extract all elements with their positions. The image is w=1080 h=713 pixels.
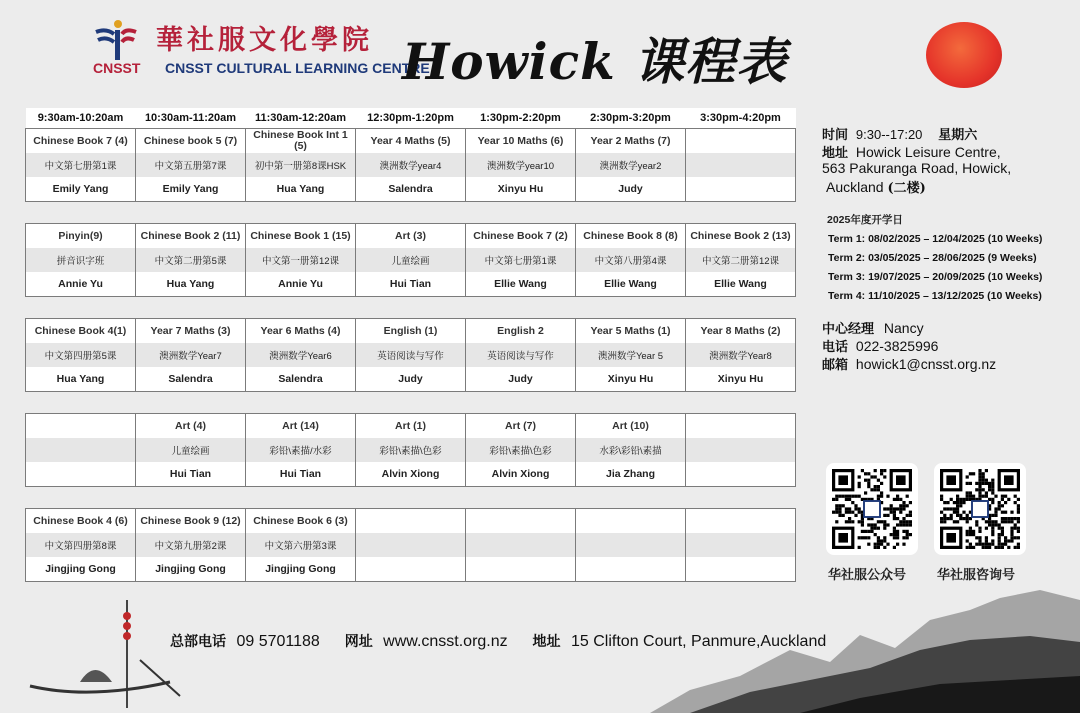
class-name-cell: Year 6 Maths (4) <box>246 319 356 344</box>
class-name-cell: Chinese Book 1 (15) <box>246 224 356 249</box>
class-level-cell: 澳洲数学Year6 <box>246 343 356 367</box>
page-title: Howick 课程表 <box>402 32 788 91</box>
hq-phone-label: 总部电话 <box>170 634 226 650</box>
class-level-cell: 初中第一册第8课HSK <box>246 153 356 177</box>
time-slot-header: 2:30pm-3:20pm <box>576 108 686 129</box>
teacher-name-cell: Judy <box>356 367 466 392</box>
time-slot-header: 10:30am-11:20am <box>136 108 246 129</box>
qr-code-consultation[interactable] <box>934 463 1026 555</box>
block-spacer-cell <box>26 202 796 224</box>
teacher-name-cell: Judy <box>466 367 576 392</box>
time-value: 9:30--17:20 <box>855 127 923 142</box>
class-level-cell: 澳洲数学Year7 <box>136 343 246 367</box>
red-sun-decoration <box>926 22 1002 88</box>
teacher-name-cell <box>356 557 466 582</box>
schedule-body <box>26 129 796 582</box>
class-level-cell: 中文第二册第12课 <box>686 248 796 272</box>
class-level-cell: 澳洲数学year4 <box>356 153 466 177</box>
teacher-name-cell <box>466 557 576 582</box>
block-spacer <box>26 202 796 224</box>
schedule-row-teacher-name <box>26 177 796 202</box>
class-level-cell: 澳洲数学year2 <box>576 153 686 177</box>
class-level-cell: 中文第五册第7课 <box>136 153 246 177</box>
class-name-cell: Year 10 Maths (6) <box>466 129 576 154</box>
class-name-cell: Chinese Book 2 (11) <box>136 224 246 249</box>
teacher-name-cell: Salendra <box>356 177 466 202</box>
teacher-name-cell: Salendra <box>246 367 356 392</box>
teacher-name-cell: Emily Yang <box>136 177 246 202</box>
class-level-cell: 中文第七册第1课 <box>466 248 576 272</box>
class-level-cell: 彩铅\素描/水彩 <box>246 438 356 462</box>
address-line-2: 563 Pakuranga Road, Howick, <box>822 160 1012 176</box>
class-level-cell: 彩铅\素描\色彩 <box>466 438 576 462</box>
address-value-3: Auckland <box>826 179 884 195</box>
block-spacer <box>26 487 796 509</box>
teacher-name-cell: Hui Tian <box>356 272 466 297</box>
schedule-row-class-name <box>26 319 796 344</box>
class-level-cell: 中文第六册第3课 <box>246 533 356 557</box>
qr-caption-public-account: 华社服公众号 <box>828 568 907 583</box>
logo-icon <box>92 18 140 66</box>
class-name-cell: Chinese Book 4(1) <box>26 319 136 344</box>
class-name-cell: Chinese Book 6 (3) <box>246 509 356 534</box>
time-label: 时间 <box>822 128 849 143</box>
teacher-name-cell: Hua Yang <box>26 367 136 392</box>
teacher-name-cell <box>686 462 796 487</box>
teacher-name-cell: Salendra <box>136 367 246 392</box>
teacher-name-cell: Annie Yu <box>246 272 356 297</box>
teacher-name-cell: Ellie Wang <box>576 272 686 297</box>
class-level-cell <box>356 533 466 557</box>
teacher-name-cell: Xinyu Hu <box>686 367 796 392</box>
terms-heading: 2025年度开学日 <box>827 214 903 226</box>
class-name-cell: Chinese Book 2 (13) <box>686 224 796 249</box>
address-line-1 <box>822 142 1001 161</box>
footer-address-label: 地址 <box>532 634 561 650</box>
class-name-cell <box>466 509 576 534</box>
schedule-row-class-name <box>26 509 796 534</box>
class-name-cell: Art (4) <box>136 414 246 439</box>
teacher-name-cell: Jingjing Gong <box>26 557 136 582</box>
qr-code-icon <box>832 469 912 549</box>
class-name-cell <box>26 414 136 439</box>
class-name-cell <box>576 509 686 534</box>
website-label: 网址 <box>344 634 373 650</box>
qr-caption-consultation: 华社服咨询号 <box>937 568 1016 583</box>
manager <box>822 318 924 337</box>
class-level-cell: 中文第四册第5课 <box>26 343 136 367</box>
logo-english-name: CNSST CULTURAL LEARNING CENTRE <box>165 60 430 76</box>
day-label: 星期六 <box>938 128 978 143</box>
class-level-cell: 儿童绘画 <box>136 438 246 462</box>
class-level-cell: 拼音识字班 <box>26 248 136 272</box>
class-name-cell: Art (14) <box>246 414 356 439</box>
class-level-cell: 澳洲数学Year 5 <box>576 343 686 367</box>
teacher-name-cell: Alvin Xiong <box>356 462 466 487</box>
class-name-cell: Chinese Book 8 (8) <box>576 224 686 249</box>
email <box>822 354 996 373</box>
class-level-cell <box>686 438 796 462</box>
block-spacer-cell <box>26 487 796 509</box>
class-level-cell: 中文第二册第5课 <box>136 248 246 272</box>
class-name-cell: Year 4 Maths (5) <box>356 129 466 154</box>
class-name-cell: Chinese book 5 (7) <box>136 129 246 154</box>
teacher-name-cell: Hui Tian <box>136 462 246 487</box>
block-spacer-cell <box>26 297 796 319</box>
block-spacer-cell <box>26 392 796 414</box>
class-name-cell: English 2 <box>466 319 576 344</box>
schedule-table <box>25 108 796 582</box>
class-level-cell: 澳洲数学year10 <box>466 153 576 177</box>
address-value-1: Howick Leisure Centre, <box>855 144 1001 160</box>
phone <box>822 336 938 355</box>
teacher-name-cell <box>686 177 796 202</box>
footer-address: 15 Clifton Court, Panmure,Auckland <box>571 633 827 650</box>
class-level-cell: 彩铅\素描\色彩 <box>356 438 466 462</box>
class-name-cell: Art (3) <box>356 224 466 249</box>
logo-abbreviation: CNSST <box>93 60 141 76</box>
logo-chinese-name: 華社服文化學院 <box>156 25 373 56</box>
address-line-3 <box>826 177 926 196</box>
class-level-cell <box>686 533 796 557</box>
class-name-cell <box>356 509 466 534</box>
block-spacer <box>26 392 796 414</box>
class-name-cell: Chinese Book 9 (12) <box>136 509 246 534</box>
class-level-cell: 水彩\彩铅\素描 <box>576 438 686 462</box>
manager-label: 中心经理 <box>822 322 875 337</box>
term-3: Term 3: 19/07/2025 – 20/09/2025 (10 Weeks) <box>828 271 1043 283</box>
qr-code-public-account[interactable] <box>826 463 918 555</box>
email-label: 邮箱 <box>822 358 849 373</box>
teacher-name-cell: Hua Yang <box>246 177 356 202</box>
class-name-cell: Year 8 Maths (2) <box>686 319 796 344</box>
teacher-name-cell: Xinyu Hu <box>576 367 686 392</box>
phone-label: 电话 <box>822 340 849 355</box>
class-name-cell: Art (10) <box>576 414 686 439</box>
opening-hours <box>822 124 977 143</box>
schedule-row-class-level <box>26 343 796 367</box>
teacher-name-cell: Emily Yang <box>26 177 136 202</box>
class-name-cell: Art (7) <box>466 414 576 439</box>
class-level-cell: 中文第一册第12课 <box>246 248 356 272</box>
teacher-name-cell: Hua Yang <box>136 272 246 297</box>
time-slot-header: 1:30pm-2:20pm <box>466 108 576 129</box>
qr-code-icon <box>940 469 1020 549</box>
class-name-cell <box>686 129 796 154</box>
class-level-cell: 中文第九册第2课 <box>136 533 246 557</box>
class-name-cell: Pinyin(9) <box>26 224 136 249</box>
time-slot-header: 9:30am-10:20am <box>26 108 136 129</box>
class-level-cell: 中文第七册第1课 <box>26 153 136 177</box>
class-name-cell: English (1) <box>356 319 466 344</box>
class-name-cell: Year 2 Maths (7) <box>576 129 686 154</box>
class-level-cell: 英语阅读与写作 <box>466 343 576 367</box>
teacher-name-cell: Judy <box>576 177 686 202</box>
class-name-cell: Chinese Book 7 (2) <box>466 224 576 249</box>
email-value[interactable]: howick1@cnsst.org.nz <box>855 356 997 372</box>
class-name-cell: Chinese Book 4 (6) <box>26 509 136 534</box>
schedule-row-class-level <box>26 438 796 462</box>
teacher-name-cell: Jingjing Gong <box>136 557 246 582</box>
time-slot-header: 11:30am-12:20am <box>246 108 356 129</box>
time-slot-header: 3:30pm-4:20pm <box>686 108 796 129</box>
phone-value: 022-3825996 <box>855 338 939 354</box>
class-name-cell <box>686 509 796 534</box>
class-name-cell: Art (1) <box>356 414 466 439</box>
time-slot-header: 12:30pm-1:20pm <box>356 108 466 129</box>
term-2: Term 2: 03/05/2025 – 28/06/2025 (9 Weeks) <box>828 252 1037 264</box>
teacher-name-cell: Ellie Wang <box>686 272 796 297</box>
schedule-row-teacher-name <box>26 462 796 487</box>
teacher-name-cell: Xinyu Hu <box>466 177 576 202</box>
class-name-cell: Chinese Book Int 1 (5) <box>246 129 356 154</box>
manager-name: Nancy <box>883 320 924 336</box>
time-slot-header-row <box>26 108 796 129</box>
class-level-cell <box>466 533 576 557</box>
schedule-row-teacher-name <box>26 557 796 582</box>
teacher-name-cell: Hui Tian <box>246 462 356 487</box>
teacher-name-cell: Annie Yu <box>26 272 136 297</box>
teacher-name-cell <box>576 557 686 582</box>
teacher-name-cell: Jingjing Gong <box>246 557 356 582</box>
class-level-cell <box>26 438 136 462</box>
class-level-cell: 英语阅读与写作 <box>356 343 466 367</box>
class-level-cell: 中文第四册第8课 <box>26 533 136 557</box>
class-name-cell: Year 5 Maths (1) <box>576 319 686 344</box>
schedule-row-class-level <box>26 153 796 177</box>
hq-phone: 09 5701188 <box>236 633 320 650</box>
schedule-row-class-name <box>26 224 796 249</box>
boat-lantern-decoration <box>20 598 200 713</box>
schedule-row-teacher-name <box>26 367 796 392</box>
teacher-name-cell: Alvin Xiong <box>466 462 576 487</box>
footer-contact <box>170 631 826 651</box>
term-4: Term 4: 11/10/2025 – 13/12/2025 (10 Weeks) <box>828 290 1042 302</box>
teacher-name-cell: Ellie Wang <box>466 272 576 297</box>
term-1: Term 1: 08/02/2025 – 12/04/2025 (10 Weeks) <box>828 233 1043 245</box>
class-level-cell <box>686 153 796 177</box>
class-name-cell: Chinese Book 7 (4) <box>26 129 136 154</box>
schedule-row-class-name <box>26 414 796 439</box>
class-name-cell: Year 7 Maths (3) <box>136 319 246 344</box>
class-level-cell: 中文第八册第4课 <box>576 248 686 272</box>
schedule-row-class-level <box>26 533 796 557</box>
schedule-row-teacher-name <box>26 272 796 297</box>
class-name-cell <box>686 414 796 439</box>
address-label: 地址 <box>822 146 849 161</box>
block-spacer <box>26 297 796 319</box>
class-level-cell <box>576 533 686 557</box>
class-level-cell: 儿童绘画 <box>356 248 466 272</box>
floor-note: (二楼) <box>887 181 926 196</box>
website-link[interactable]: www.cnsst.org.nz <box>383 633 508 650</box>
class-level-cell: 澳洲数学Year8 <box>686 343 796 367</box>
teacher-name-cell <box>26 462 136 487</box>
teacher-name-cell: Jia Zhang <box>576 462 686 487</box>
teacher-name-cell <box>686 557 796 582</box>
schedule-row-class-level <box>26 248 796 272</box>
schedule-row-class-name <box>26 129 796 154</box>
